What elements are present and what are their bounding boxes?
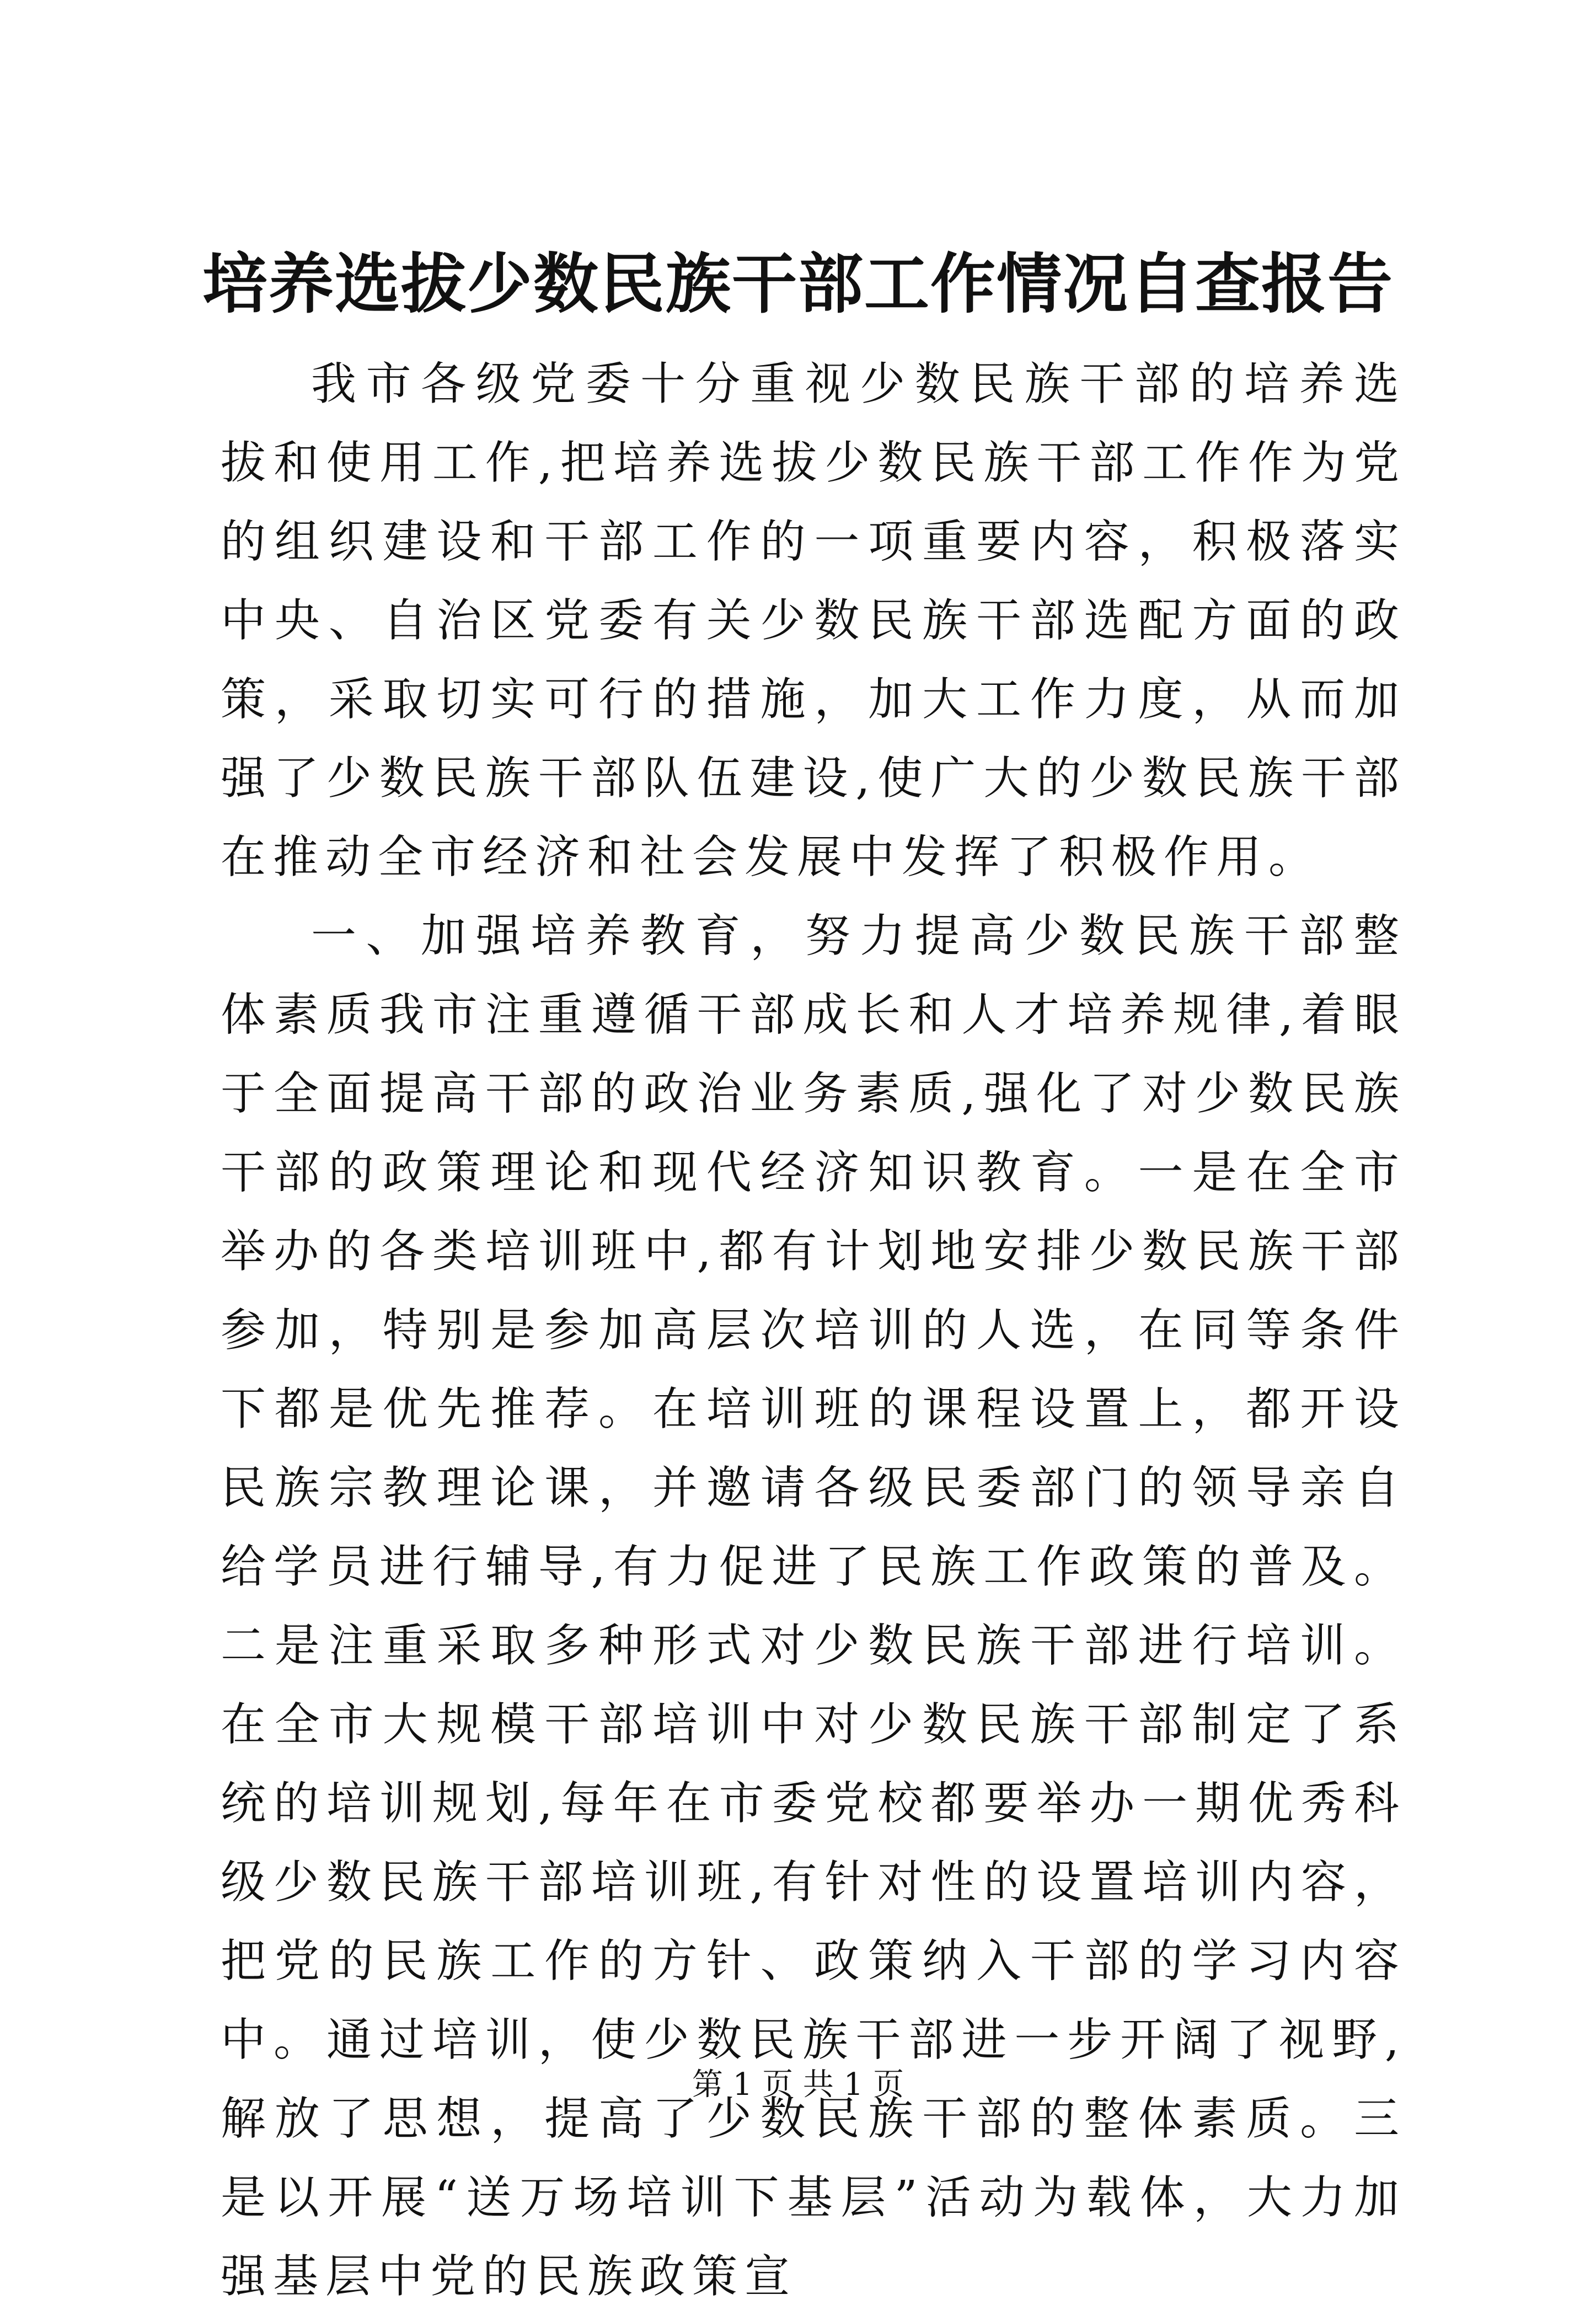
page-number-footer: 第 1 页 共 1 页: [692, 2067, 904, 2103]
paragraph-section-one: 一、加强培养教育，努力提高少数民族干部整体素质我市注重遵循干部成长和人才培养规律,着眼于全面提高干部的政治业务素质,强化了对少数民族干部的政策理论和现代经济知识教育。一是在全市举办的各类培训班中,都有计划地安排少数民族干部参加，特别是参加高层次培训的人选，在同等条件下都是优先推荐。在培训班的课程设置上，都开设民族宗教理论课，并邀请各级民委部门的领导亲自给学员进行辅导,有力促进了民族工作政策的普及。二是注重采取多种形式对少数民族干部进行培训。在全市大规模干部培训中对少数民族干部制定了系统的培训规划,每年在市委党校都要举办一期优秀科级少数民族干部培训班,有针对性的设置培训内容，把党的民族工作的方针、政策纳入干部的学习内容中。通过培训，使少数民族干部进一步开阔了视野,解放了思想，提高了少数民族干部的整体素质。三是以开展“送万场培训下基层”活动为载体，大力加强基层中党的民族政策宣: [221, 910, 1406, 2303]
document-body: [221, 345, 1406, 2316]
paragraph-intro: 我市各级党委十分重视少数民族干部的培养选拔和使用工作,把培养选拔少数民族干部工作作为党的组织建设和干部工作的一项重要内容，积极落实中央、自治区党委有关少数民族干部选配方面的政策，采取切实可行的措施，加大工作力度，从而加强了少数民族干部队伍建设,使广大的少数民族干部在推动全市经济和社会发展中发挥了积极作用。: [221, 358, 1406, 883]
document-title: 培养选拔少数民族干部工作情况自查报告: [202, 245, 1394, 322]
